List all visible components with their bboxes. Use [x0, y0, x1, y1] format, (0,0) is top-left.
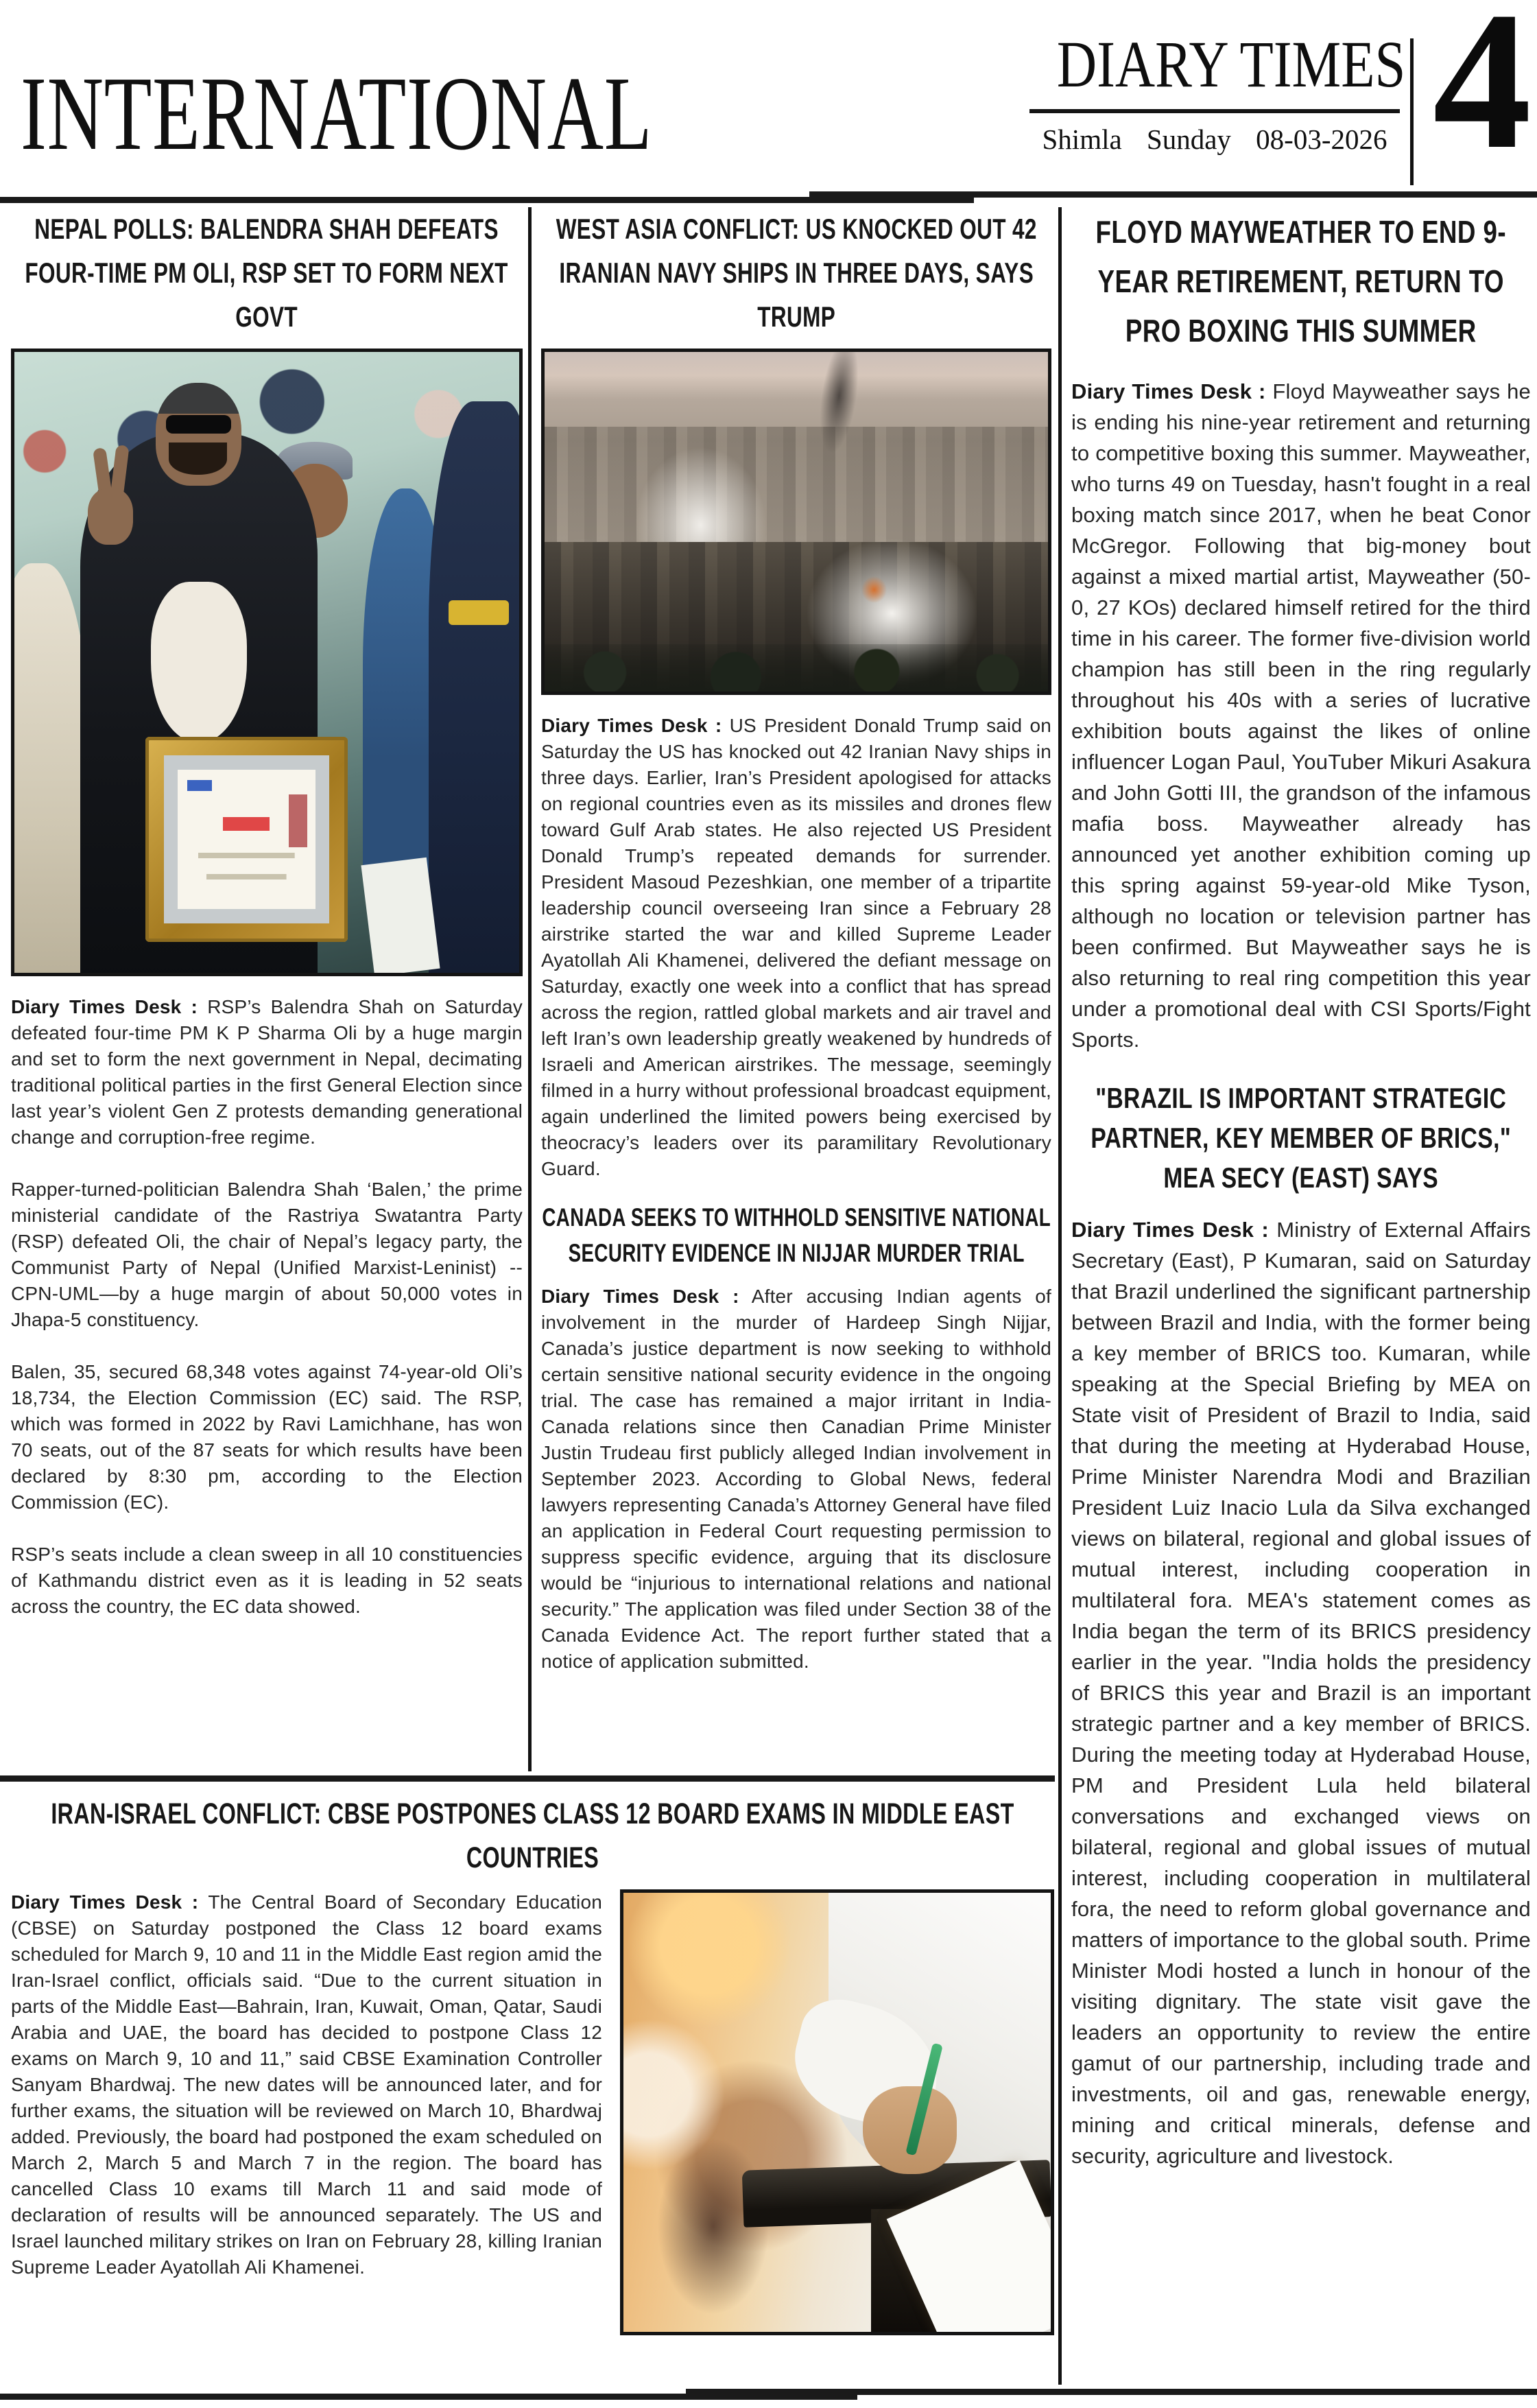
masthead-right — [1027, 27, 1406, 156]
section-divider-rule — [0, 1775, 1055, 1782]
mayweather-body — [1071, 376, 1531, 1055]
photo-hand — [863, 2086, 957, 2174]
cbse-article-photo — [620, 1889, 1054, 2335]
nepal-body — [11, 994, 523, 1620]
cbse-headline: IRAN-ISRAEL CONFLICT: CBSE POSTPONES CLASS 12 BOARD EXAMS IN MIDDLE EAST COUNTRIES — [51, 1797, 1014, 1874]
photo-bystander — [11, 563, 90, 976]
paragraph: Balen, 35, secured 68,348 votes against 74-year-old Oli’s 18,734, the Election Commission (EC) said. The RSP, which was formed in 2022 by Ravi Lamichhane, has won 70 seats, out of the 87 seats for which results have been declared by 8:30 pm, according to the Election Commission (EC). — [11, 1361, 523, 1513]
brics-headline: "BRAZIL IS IMPORTANT STRATEGIC PARTNER, KEY MEMBER OF BRICS," MEA SECY (EAST) SAYS — [1091, 1082, 1512, 1194]
photo-fire-glow — [861, 576, 887, 604]
cbse-body — [11, 1889, 602, 2335]
paragraph: Diary Times Desk : US President Donald Trump said on Saturday the US has knocked out 42 Iranian Navy ships in three days. Earlier, Iran’s President apologised for attacks on regional countries even as its missiles and drones flew toward Gulf Arab states. He also rejected US President Donald Trump’s repeated demands for surrender. President Masoud Pezeshkian, one member of a tripartite leadership council overseeing Iran since a February 28 airstrike started the war and killed Supreme Leader Ayatollah Ali Khamenei, delivered the defiant message on Saturday, exactly one week into a conflict that has spread across the region, rattled global markets and air travel and left Iran’s own leadership greatly weakened by hundreds of Israeli and American airstrikes. The message, seemingly filmed in a hurry without professional broadcast equipment, again underlined the limited powers being exercised by theocracy’s leaders over its paramilitary Revolutionary Guard. — [541, 715, 1051, 1179]
column-divider — [1058, 207, 1062, 2385]
nepal-headline: NEPAL POLLS: BALENDRA SHAH DEFEATS FOUR-TIME PM OLI, RSP SET TO FORM NEXT GOVT — [25, 213, 509, 333]
canada-body — [541, 1284, 1051, 1675]
paragraph: Diary Times Desk : RSP’s Balendra Shah on Saturday defeated four-time PM K P Sharma Oli by a huge margin and set to form the next government in Nepal, decimating traditional political parties in the first General Election since last year’s violent Gen Z protests demanding generational change and corruption-free regime. — [11, 996, 523, 1148]
nepal-article-photo — [11, 349, 523, 976]
article-nepal — [11, 207, 523, 1620]
cbse-content-row — [11, 1889, 1054, 2335]
byline: Diary Times Desk : — [11, 996, 198, 1017]
photo-badge — [449, 600, 509, 625]
photo-beard — [169, 442, 227, 475]
article-west-asia — [541, 207, 1051, 1675]
column-divider — [528, 207, 532, 1771]
canada-headline: CANADA SEEKS TO WITHHOLD SENSITIVE NATIONAL SECURITY EVIDENCE IN NIJJAR MURDER TRIAL — [542, 1203, 1051, 1267]
byline: Diary Times Desk : — [1071, 1218, 1269, 1242]
west-asia-body — [541, 713, 1051, 1182]
photo-hand — [88, 488, 133, 544]
photo-shirt — [151, 582, 247, 743]
dateline: Shimla Sunday 08-03-2026 — [1042, 123, 1387, 155]
article-cbse — [11, 1792, 1054, 2335]
byline: Diary Times Desk : — [1071, 379, 1266, 403]
photo-certificate-frame — [145, 737, 347, 942]
paragraph: Diary Times Desk : The Central Board of Secondary Education (CBSE) on Saturday postponed the Class 12 board exams scheduled for March 9, 10 and 11 in the Middle East region amid the Iran-Israel conflict, officials said. “Due to the current situation in parts of the Middle East—Bahrain, Iran, Kuwait, Oman, Qatar, Saudi Arabia and UAE, the board has decided to postpone Class 12 exams on March 9, 10 and 11,” said CBSE Examination Controller Sanyam Bhardwaj. The new dates will be announced later, and for further exams, the situation will be reviewed on March 10, Bhardwaj added. Previously, the board had postponed the exam scheduled on March 2, March 5 and March 7 in the region. The board has cancelled Class 10 exams till March 11 and said mode of declaration of results will be announced separately. The US and Israel launched military strikes on Iran on February 28, killing Iranian Supreme Leader Ayatollah Ali Khamenei. — [11, 1891, 602, 2278]
photo-certificate-portrait — [289, 794, 307, 848]
masthead-rule — [1029, 109, 1400, 113]
byline: Diary Times Desk : — [541, 715, 722, 736]
paragraph: Diary Times Desk : After accusing Indian agents of involvement in the murder of Hardeep Singh Nijjar, Canada’s justice department is now seeking to withhold certain sensitive national security evidence in the ongoing trial. The case has remained a major irritant in India-Canada relations since then Canadian Prime Minister Justin Trudeau first publicly alleged Indian involvement in September 2023. According to Global News, federal lawyers representing Canada’s Attorney General have filed an application in Federal Court requesting permission to suppress specific evidence, arguing that its disclosure would be “injurious to international relations and national security.” The application was filed under Section 38 of the Canada Evidence Act. The report further stated that a notice of application submitted. — [541, 1286, 1051, 1672]
west-asia-article-photo — [541, 349, 1051, 695]
photo-trees — [545, 644, 1048, 692]
byline: Diary Times Desk : — [11, 1891, 199, 1913]
paragraph: Diary Times Desk : Floyd Mayweather says he is ending his nine-year retirement and returning to competitive boxing this summer. Mayweather, who turns 49 on Tuesday, hasn't fought in a real boxing match since 2017, when he beat Conor McGregor. Following that big-money bout against a mixed martial artist, Mayweather (50-0, 27 KOs) declared himself retired for the third time in his career. The former five-division world champion has still been in the ring regularly throughout his 40s with a series of lucrative exhibition bouts against the likes of online influencer Logan Paul, YouTuber Mikuri Asakura and John Gotti III, the grandson of the infamous mafia boss. Mayweather already has announced yet another exhibition coming up this spring against 59-year-old Mike Tyson, although no location or television partner has been confirmed. But Mayweather says he is also returning to real ring competition this year under a promotional deal with CSI Sports/Fight Sports. — [1071, 379, 1531, 1052]
article-mayweather — [1071, 207, 1531, 2171]
byline: Diary Times Desk : — [541, 1286, 739, 1307]
masthead-divider — [1410, 38, 1414, 185]
paper-name: DIARY TIMES — [1056, 27, 1406, 101]
page-number: 4 — [1433, 0, 1532, 190]
mayweather-headline: FLOYD MAYWEATHER TO END 9-YEAR RETIREMENT, RETURN TO PRO BOXING THIS SUMMER — [1095, 214, 1507, 349]
header-rule — [0, 197, 974, 203]
section-title: INTERNATIONAL — [21, 56, 653, 172]
photo-sunglasses — [166, 415, 232, 434]
west-asia-headline: WEST ASIA CONFLICT: US KNOCKED OUT 42 IRANIAN NAVY SHIPS IN THREE DAYS, SAYS TRUMP — [556, 213, 1037, 333]
paragraph: RSP’s seats include a clean sweep in all 10 constituencies of Kathmandu district even as it is leading in 52 seats across the country, the EC data showed. — [11, 1544, 523, 1617]
photo-police-officer — [429, 401, 523, 973]
header-rule — [809, 191, 1537, 198]
bottom-rule — [686, 2389, 1537, 2395]
paragraph: Rapper-turned-politician Balendra Shah ‘Balen,’ the prime ministerial candidate of the Rastriya Swatantra Party (RSP) defeated Oli, the chair of Nepal’s legacy party, the Communist Party of Nepal (Unified Marxist-Leninist) -- CPN-UML—by a huge margin of about 50,000 votes in Jhapa-5 constituency. — [11, 1179, 523, 1330]
photo-paper — [361, 858, 440, 976]
paragraph: Diary Times Desk : Ministry of External Affairs Secretary (East), P Kumaran, said on Saturday that Brazil underlined the significant partnership between Brazil and India, with the former being a key member of BRICS too. Kumaran, while speaking at the Special Briefing by MEA on State visit of President of Brazil to India, said that during the meeting at Hyderabad House, Prime Minister Narendra Modi and Brazilian President Luiz Inacio Lula da Silva exchanged views on bilateral, regional and global issues of mutual interest, including cooperation in multilateral fora. MEA's statement comes as India began the term of its BRICS presidency earlier in the year. "India holds the presidency of BRICS this year and Brazil is an important strategic partner and a key member of BRICS. During the meeting today at Hyderabad House, PM and President Lula held bilateral conversations and exchanged views on bilateral, regional and global issues of mutual interest, including cooperation in multilateral fora, the need to reform global governance and matters of importance to the global south. Prime Minister Modi hosted a lunch in honour of the visiting dignitary. The state visit gave the leaders an opportunity to review the entire gamut of our partnership, including trade and investments, oil and gas, renewable energy, mining and critical minerals, defense and security, agriculture and livestock. — [1071, 1218, 1531, 2168]
brics-body — [1071, 1214, 1531, 2171]
